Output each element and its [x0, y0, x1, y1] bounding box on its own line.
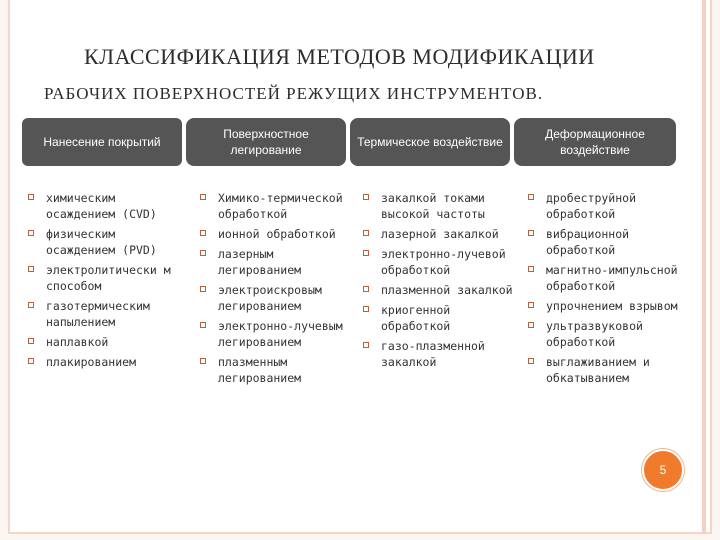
square-bullet-icon	[363, 342, 369, 348]
list-item: ультразвуковой обработкой	[528, 318, 678, 350]
square-bullet-icon	[528, 266, 534, 272]
square-bullet-icon	[200, 358, 206, 364]
page-number-badge: 5	[642, 449, 684, 491]
list-item: закалкой токами высокой частоты	[363, 190, 513, 222]
square-bullet-icon	[28, 358, 34, 364]
slide-title: КЛАССИФИКАЦИЯ МЕТОДОВ МОДИФИКАЦИИ	[84, 44, 595, 69]
square-bullet-icon	[28, 194, 34, 200]
list-item: Химико-термической обработкой	[200, 190, 348, 222]
square-bullet-icon	[528, 322, 534, 328]
square-bullet-icon	[28, 338, 34, 344]
list-item: газо-плазменной закалкой	[363, 338, 513, 370]
list-item: лазерным легированием	[200, 246, 348, 278]
list-item: электронно-лучевой обработкой	[363, 246, 513, 278]
list-item: дробеструйной обработкой	[528, 190, 678, 222]
list-item: электронно-лучевым легированием	[200, 318, 348, 350]
column-list-surface-alloying	[200, 190, 348, 390]
column-list-deformation	[528, 190, 678, 390]
square-bullet-icon	[363, 250, 369, 256]
square-bullet-icon	[363, 306, 369, 312]
square-bullet-icon	[200, 250, 206, 256]
list-item: плакированием	[28, 354, 188, 370]
square-bullet-icon	[363, 286, 369, 292]
square-bullet-icon	[28, 266, 34, 272]
square-bullet-icon	[528, 302, 534, 308]
column-header-deformation: Деформационное воздействие	[514, 118, 676, 166]
list-item: выглаживанием и обкатыванием	[528, 354, 678, 386]
list-item: криогенной обработкой	[363, 302, 513, 334]
list-item: упрочнением взрывом	[528, 298, 678, 314]
square-bullet-icon	[28, 230, 34, 236]
list-item: химическим осаждением (CVD)	[28, 190, 188, 222]
square-bullet-icon	[528, 194, 534, 200]
list-item: ионной обработкой	[200, 226, 348, 242]
list-item: плазменным легированием	[200, 354, 348, 386]
list-item: газотермическим напылением	[28, 298, 188, 330]
square-bullet-icon	[528, 230, 534, 236]
list-item: вибрационной обработкой	[528, 226, 678, 258]
slide-subtitle: РАБОЧИХ ПОВЕРХНОСТЕЙ РЕЖУЩИХ ИНСТРУМЕНТОВ.	[44, 84, 544, 103]
list-item: магнитно-импульсной обработкой	[528, 262, 678, 294]
column-list-thermal	[363, 190, 513, 374]
square-bullet-icon	[200, 194, 206, 200]
square-bullet-icon	[200, 322, 206, 328]
column-list-coatings	[28, 190, 188, 374]
square-bullet-icon	[363, 194, 369, 200]
square-bullet-icon	[200, 286, 206, 292]
square-bullet-icon	[528, 358, 534, 364]
list-item: лазерной закалкой	[363, 226, 513, 242]
decorative-stripe	[702, 0, 706, 534]
square-bullet-icon	[200, 230, 206, 236]
list-item: наплавкой	[28, 334, 188, 350]
column-header-surface-alloying: Поверхностное легирование	[186, 118, 346, 166]
square-bullet-icon	[28, 302, 34, 308]
column-header-coatings: Нанесение покрытий	[22, 118, 182, 166]
list-item: электроискровым легированием	[200, 282, 348, 314]
list-item: электролитически м способом	[28, 262, 188, 294]
square-bullet-icon	[363, 230, 369, 236]
list-item: физическим осаждением (PVD)	[28, 226, 188, 258]
list-item: плазменной закалкой	[363, 282, 513, 298]
column-header-thermal: Термическое воздействие	[350, 118, 510, 166]
